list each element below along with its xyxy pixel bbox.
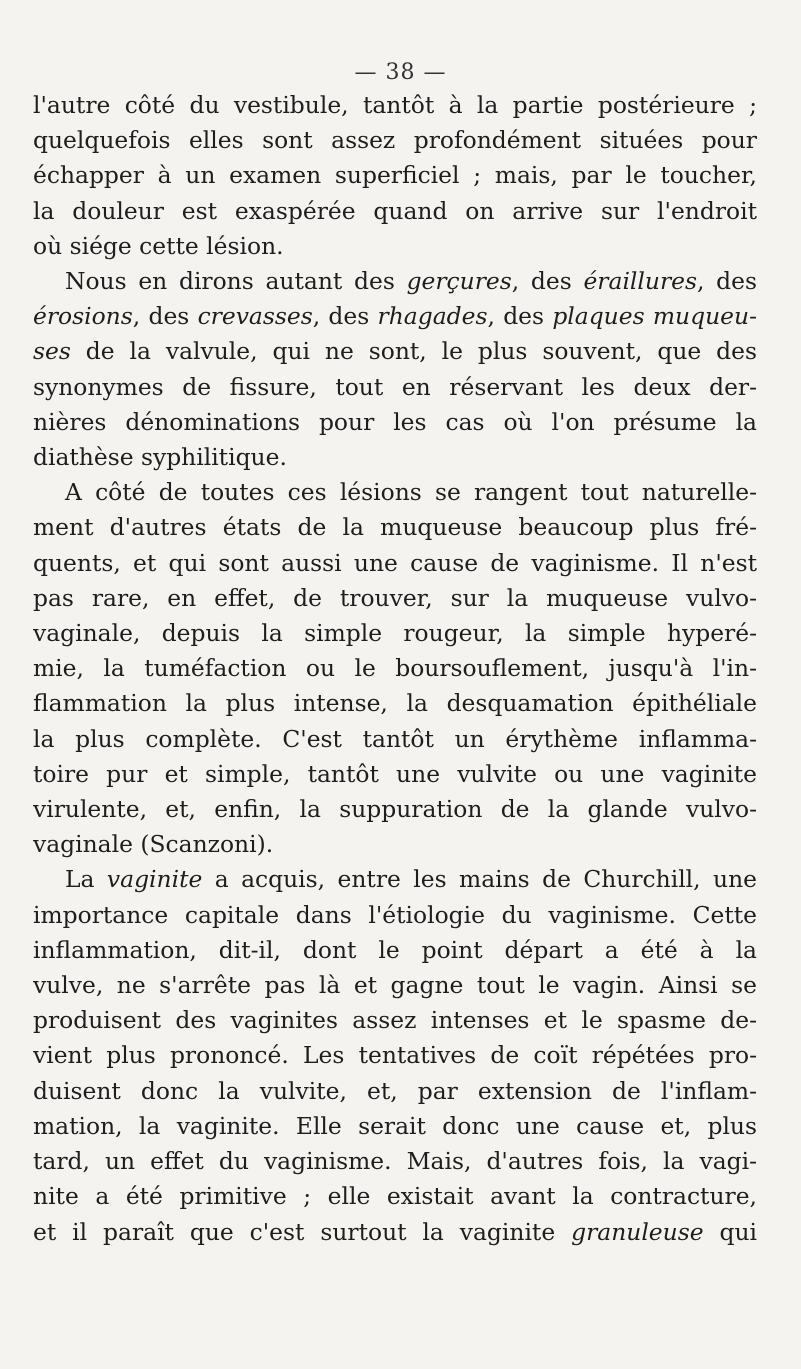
text-line: toire pur et simple, tantôt une vulvite ou une vaginite (33, 759, 757, 788)
text-line: duisent donc la vulvite, et, par extension de l'inflam- (33, 1076, 757, 1105)
text-line: vulve, ne s'arrête pas là et gagne tout le vagin. Ainsi se (33, 971, 757, 1000)
text-line: produisent des vaginites assez intenses et le spasme de- (33, 1006, 757, 1035)
text-line: vient plus prononcé. Les tentatives de coït répétées pro- (33, 1041, 757, 1070)
text-line: quents, et qui sont aussi une cause de vaginisme. Il n'est (33, 548, 757, 577)
text-line: vaginale, depuis la simple rougeur, la simple hyperé- (33, 619, 757, 648)
text-line: A côté de toutes ces lésions se rangent tout naturelle- (65, 478, 757, 507)
text-line: flammation la plus intense, la desquamation épithéliale (33, 689, 757, 718)
text-line: diathèse syphilitique. (33, 443, 287, 472)
text-line: où siége cette lésion. (33, 231, 284, 260)
text-line: nières dénominations pour les cas où l'on présume la (33, 407, 757, 436)
text-line: La vaginite a acquis, entre les mains de Churchill, une (65, 865, 757, 894)
text-line: pas rare, en effet, de trouver, sur la muqueuse vulvo- (33, 583, 757, 612)
text-line: l'autre côté du vestibule, tantôt à la partie postérieure ; (33, 91, 757, 119)
text-line: importance capitale dans l'étiologie du vaginisme. Cette (33, 900, 757, 929)
text-line: mation, la vaginite. Elle serait donc une cause et, plus (33, 1111, 757, 1140)
text-line: synonymes de fissure, tout en réservant les deux der- (33, 372, 757, 401)
text-line: et il paraît que c'est surtout la vaginite granuleuse qui (33, 1217, 757, 1246)
text-line: virulente, et, enfin, la suppuration de la glande vulvo- (33, 795, 757, 824)
text-line: tard, un effet du vaginisme. Mais, d'autres fois, la vagi- (33, 1147, 757, 1176)
text-line: nite a été primitive ; elle existait avant la contracture, (33, 1182, 757, 1211)
text-line: ment d'autres états de la muqueuse beaucoup plus fré- (33, 513, 757, 542)
text-line: mie, la tuméfaction ou le boursouflement, jusqu'à l'in- (33, 654, 757, 683)
text-line: vaginale (Scanzoni). (33, 830, 274, 859)
text-line: quelquefois elles sont assez profondément situées pour (33, 126, 757, 155)
page-body-text (33, 88, 757, 1250)
text-line: échapper à un examen superficiel ; mais, par le toucher, (33, 161, 757, 190)
text-line: inflammation, dit-il, dont le point départ a été à la (33, 935, 757, 964)
text-line: la douleur est exaspérée quand on arrive sur l'endroit (33, 196, 757, 225)
text-line: Nous en dirons autant des gerçures, des éraillures, des (65, 267, 757, 296)
text-line: érosions, des crevasses, des rhagades, des plaques muqueu- (33, 302, 757, 331)
page-number: — 38 — (354, 60, 447, 85)
text-line: ses de la valvule, qui ne sont, le plus souvent, que des (33, 337, 757, 366)
text-line: la plus complète. C'est tantôt un érythème inflamma- (33, 724, 757, 753)
